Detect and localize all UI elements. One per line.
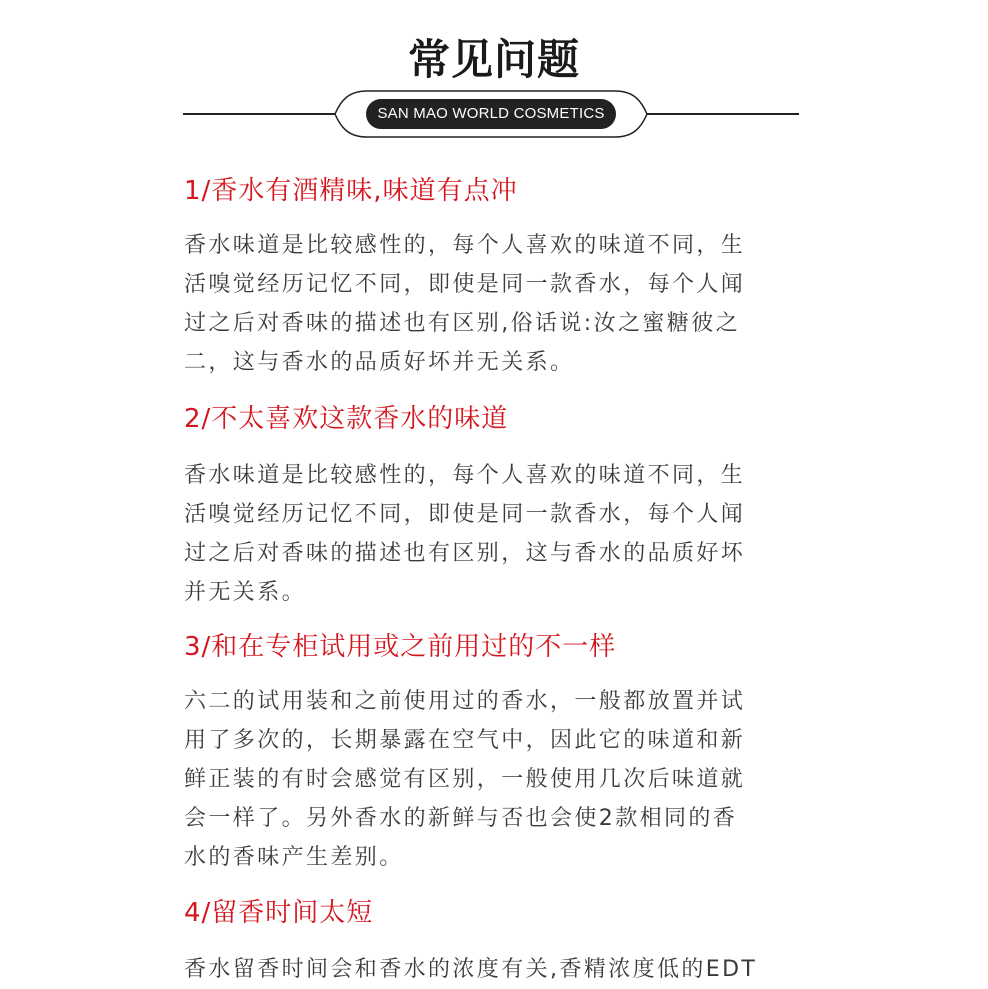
faq-item-1: [184, 174, 804, 382]
faq-answer-line: 香水留香时间会和香水的浓度有关,香精浓度低的EDT: [184, 957, 758, 982]
faq-answer-line: 用了多次的，长期暴露在空气中，因此它的味道和新: [184, 728, 746, 753]
faq-answer-line: 二，这与香水的品质好坏并无关系。: [184, 350, 575, 375]
faq-item-4: [184, 896, 804, 989]
faq-answer-line: 过之后对香味的描述也有区别,俗话说:汝之蜜糖彼之: [184, 311, 741, 336]
faq-answer-line: 水的香味产生差别。: [184, 845, 404, 870]
faq-answer-line: 香水味道是比较感性的，每个人喜欢的味道不同，生: [184, 233, 746, 258]
faq-answer-line: 过之后对香味的描述也有区别，这与香水的品质好坏: [184, 541, 746, 566]
faq-item-3: [184, 630, 804, 877]
faq-question: 3/和在专柜试用或之前用过的不一样: [184, 632, 617, 662]
faq-answer-line: 会一样了。另外香水的新鲜与否也会使2款相同的香: [184, 806, 738, 831]
brand-label: SAN MAO WORLD COSMETICS: [366, 99, 616, 129]
brand-banner: [183, 88, 799, 140]
faq-answer-line: 鲜正装的有时会感觉有区别，一般使用几次后味道就: [184, 767, 746, 792]
faq-question: 1/香水有酒精味,味道有点冲: [184, 176, 518, 206]
faq-question: 2/不太喜欢这款香水的味道: [184, 404, 509, 434]
faq-answer-line: 并无关系。: [184, 580, 307, 605]
faq-question: 4/留香时间太短: [184, 898, 374, 928]
page-title: 常见问题: [407, 35, 580, 84]
faq-answer-line: 六二的试用装和之前使用过的香水，一般都放置并试: [184, 689, 746, 714]
faq-answer-line: 活嗅觉经历记忆不同，即使是同一款香水，每个人闻: [184, 502, 746, 527]
faq-item-2: [184, 402, 804, 612]
faq-answer-line: 香水味道是比较感性的，每个人喜欢的味道不同，生: [184, 463, 746, 488]
faq-answer-line: 活嗅觉经历记忆不同，即使是同一款香水，每个人闻: [184, 272, 746, 297]
